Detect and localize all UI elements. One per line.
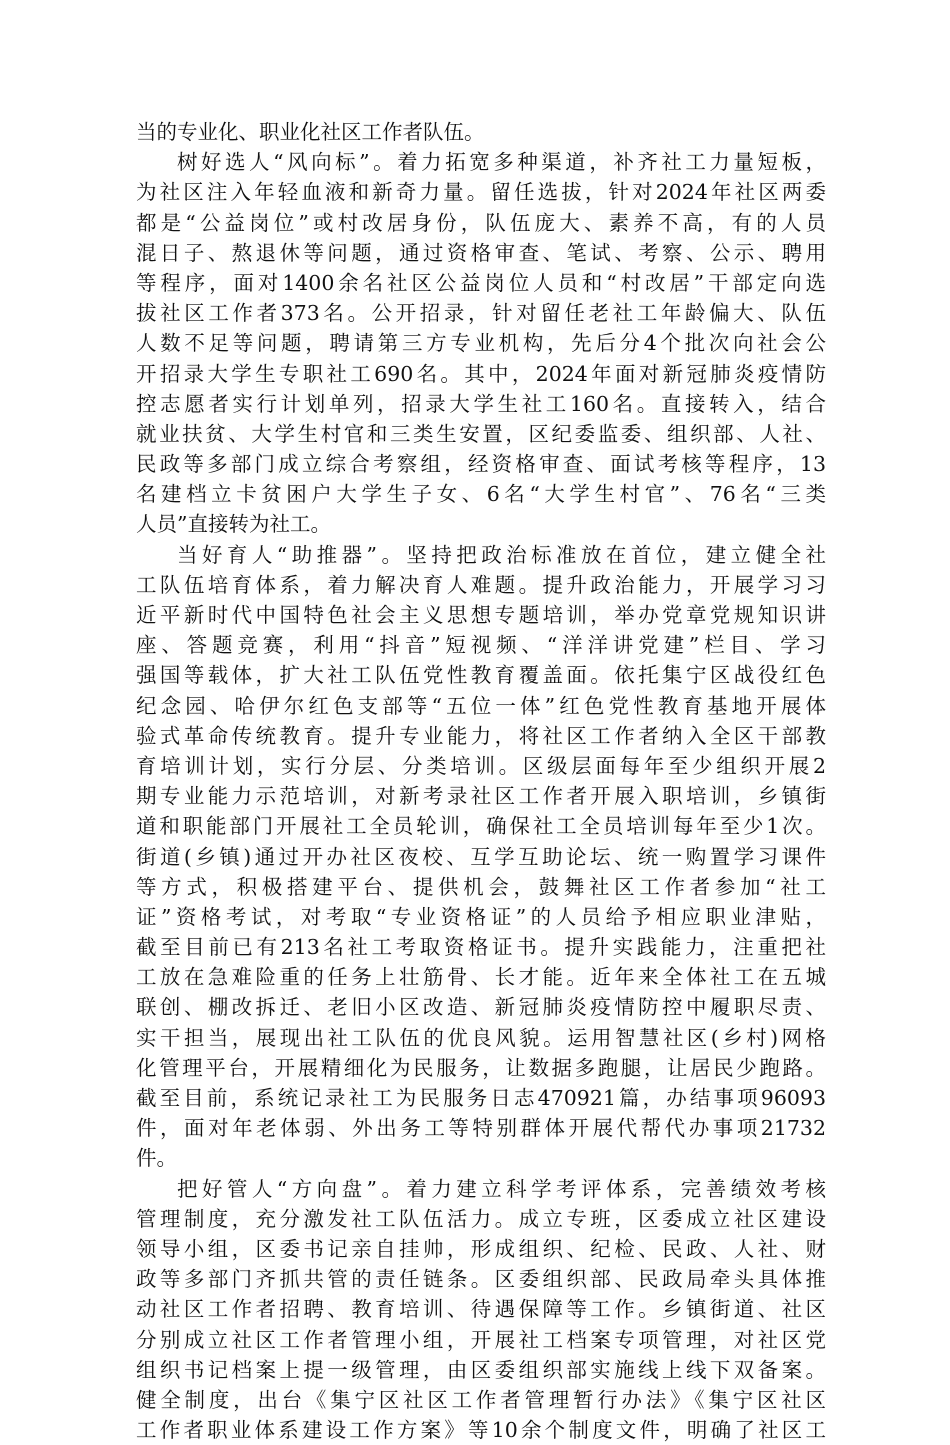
text-line: 人员”直接转为社工。 [136,512,331,537]
text-line: 实干担当，展现出社工队伍的优良风貌。运用智慧社区(乡村)网格 [136,1025,826,1050]
text-line: 工作者职业体系建设工作方案》等10余个制度文件，明确了社区工 [136,1418,826,1443]
text-line: 拔社区工作者373名。公开招录，针对留任老社工年龄偏大、队伍 [136,301,826,326]
text-line: 纪念园、哈伊尔红色支部等“五位一体”红色党性教育基地开展体 [136,693,826,718]
text-line: 分别成立社区工作者管理小组，开展社工档案专项管理，对社区党 [136,1327,826,1352]
text-line: 动社区工作者招聘、教育培训、待遇保障等工作。乡镇街道、社区 [136,1297,826,1322]
text-line: 把好管人“方向盘”。着力建立科学考评体系，完善绩效考核 [177,1176,826,1201]
text-line: 座、答题竞赛，利用“抖音”短视频、“洋洋讲党建”栏目、学习 [136,633,826,658]
text-line: 为社区注入年轻血液和新奇力量。留任选拔，针对2024年社区两委 [136,180,826,205]
text-line: 领导小组，区委书记亲自挂帅，形成组织、纪检、民政、人社、财 [136,1236,826,1261]
text-line: 树好选人“风向标”。着力拓宽多种渠道，补齐社工力量短板， [177,150,826,175]
text-line: 政等多部门齐抓共管的责任链条。区委组织部、民政局牵头具体推 [136,1267,826,1292]
text-line: 期专业能力示范培训，对新考录社区工作者开展入职培训，乡镇街 [136,784,826,809]
text-line: 混日子、熬退休等问题，通过资格审查、笔试、考察、公示、聘用 [136,240,826,265]
text-line: 当的专业化、职业化社区工作者队伍。 [136,120,485,144]
text-line: 开招录大学生专职社工690名。其中，2024年面对新冠肺炎疫情防 [136,361,826,386]
text-line: 件，面对年老体弱、外出务工等特别群体开展代帮代办事项21732 [136,1116,826,1141]
text-line: 街道(乡镇)通过开办社区夜校、互学互助论坛、统一购置学习课件 [136,844,826,869]
text-line: 当好育人“助推器”。坚持把政治标准放在首位，建立健全社 [177,542,826,567]
body-text [136,117,826,1445]
text-line: 强国等载体，扩大社工队伍党性教育覆盖面。依托集宁区战役红色 [136,663,826,688]
text-line: 人数不足等问题，聘请第三方专业机构，先后分4个批次向社会公 [136,331,826,356]
text-line: 截至目前，系统记录社工为民服务日志470921篇，办结事项96093 [136,1086,826,1110]
text-line: 截至目前已有213名社工考取资格证书。提升实践能力，注重把社 [136,935,826,960]
text-line: 民政等多部门成立综合考察组，经资格审查、面试考核等程序，13 [136,452,826,477]
text-line: 道和职能部门开展社工全员轮训，确保社工全员培训每年至少1次。 [136,814,826,839]
text-line: 就业扶贫、大学生村官和三类生安置，区纪委监委、组织部、人社、 [136,421,826,446]
text-line: 工放在急难险重的任务上壮筋骨、长才能。近年来全体社工在五城 [136,965,826,990]
text-line: 等方式，积极搭建平台、提供机会，鼓舞社区工作者参加“社工 [136,874,826,899]
text-line: 控志愿者实行计划单列，招录大学生社工160名。直接转入，结合 [136,391,826,416]
text-line: 组织书记档案上提一级管理，由区委组织部实施线上线下双备案。 [136,1357,826,1382]
text-line: 联创、棚改拆迁、老旧小区改造、新冠肺炎疫情防控中履职尽责、 [136,995,826,1020]
text-line: 等程序，面对1400余名社区公益岗位人员和“村改居”干部定向选 [136,270,826,295]
text-line: 管理制度，充分激发社工队伍活力。成立专班，区委成立社区建设 [136,1206,826,1231]
text-line: 化管理平台，开展精细化为民服务，让数据多跑腿，让居民少跑路。 [136,1055,826,1080]
text-line: 育培训计划，实行分层、分类培训。区级层面每年至少组织开展2 [136,753,826,778]
text-line: 近平新时代中国特色社会主义思想专题培训，举办党章党规知识讲 [136,603,826,627]
text-line: 证”资格考试，对考取“专业资格证”的人员给予相应职业津贴， [136,904,826,929]
text-line: 验式革命传统教育。提升专业能力，将社区工作者纳入全区干部教 [136,723,826,748]
text-line: 工队伍培育体系，着力解决育人难题。提升政治能力，开展学习习 [136,572,826,597]
text-line: 健全制度，出台《集宁区社区工作者管理暂行办法》《集宁区社区 [136,1387,826,1412]
text-line: 件。 [136,1146,177,1171]
text-line: 都是“公益岗位”或村改居身份，队伍庞大、素养不高，有的人员 [136,210,826,235]
text-line: 名建档立卡贫困户大学生子女、6名“大学生村官”、76名“三类 [136,482,826,507]
